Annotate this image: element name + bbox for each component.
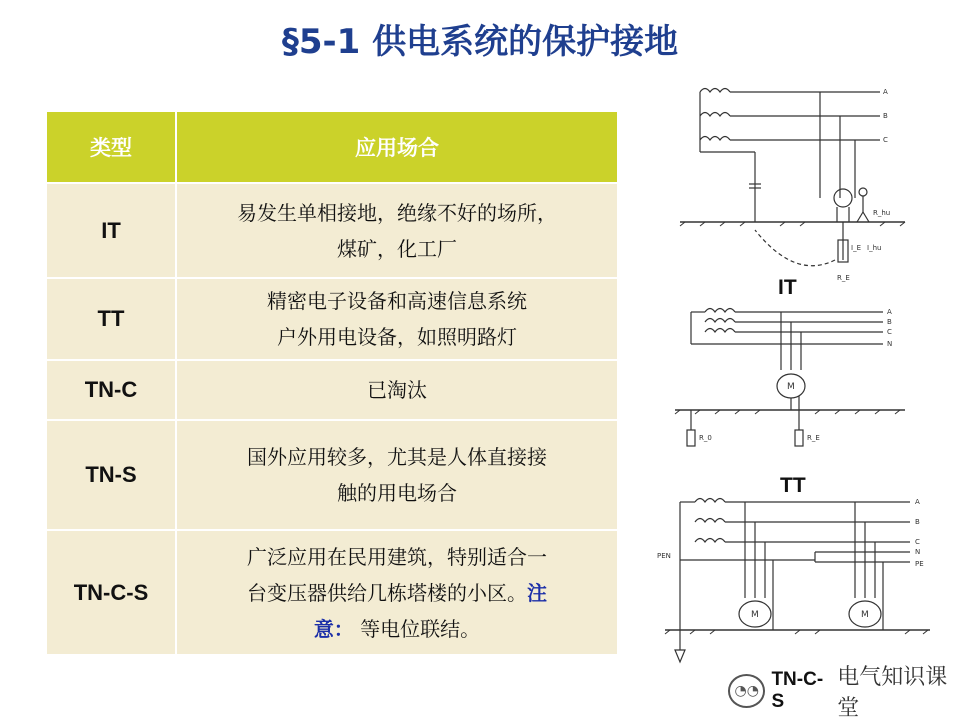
tncs-diagram [655, 490, 940, 675]
resistance-label: R_0 [699, 434, 712, 442]
table-row [47, 360, 617, 420]
phase-label: PE [915, 560, 924, 568]
phase-label: B [887, 318, 892, 326]
resistance-label: R_hu [873, 209, 891, 217]
wechat-icon: ◔◔ [728, 674, 765, 708]
header-application: 应用场合 [176, 112, 617, 183]
row-application [176, 530, 617, 655]
row-type: TN-C-S [47, 530, 176, 655]
table-header-row [47, 112, 617, 183]
table-row [47, 420, 617, 530]
phase-label: N [887, 340, 893, 348]
watermark-text: 电气知识课堂 [837, 665, 948, 721]
application-line: 国外应用较多，尤其是人体直接接 [247, 445, 547, 469]
application-line: 已淘汰 [367, 378, 427, 402]
application-line [187, 611, 607, 647]
table-row [47, 530, 617, 655]
tncs-caption: TN-C-S [771, 669, 824, 712]
application-line: 易发生单相接地，绝缘不好的场所， [237, 200, 557, 225]
current-label: I_E [851, 244, 861, 252]
note-label: 注 [527, 580, 547, 605]
page-title: §5-1 供电系统的保护接地 [281, 22, 679, 62]
watermark [728, 660, 960, 722]
motor-label: M [751, 610, 759, 620]
phase-label: C [883, 136, 888, 144]
motor-label: M [861, 610, 869, 620]
pen-label: PEN [657, 552, 671, 560]
current-label: I_hu [867, 244, 882, 252]
resistance-label: R_E [837, 274, 850, 282]
row-application [176, 278, 617, 360]
application-line: 户外用电设备，如照明路灯 [277, 325, 517, 349]
application-line: 精密电子设备和高速信息系统 [267, 289, 527, 313]
application-line: 煤矿，化工厂 [337, 236, 457, 261]
phase-label: N [915, 548, 921, 556]
row-application [176, 183, 617, 278]
phase-label: A [887, 308, 892, 316]
it-diagram [655, 80, 915, 290]
note-label: 意： [313, 616, 354, 641]
tt-diagram [655, 300, 915, 460]
row-type: IT [47, 183, 176, 278]
phase-label: A [915, 498, 920, 506]
table-row [47, 278, 617, 360]
row-application [176, 420, 617, 530]
row-type: TN-S [47, 420, 176, 530]
tt-caption: TT [780, 474, 806, 497]
note-text: 等电位联结。 [360, 616, 481, 641]
resistance-label: R_E [807, 434, 820, 442]
application-line [187, 575, 607, 611]
it-caption: IT [778, 276, 797, 299]
phase-label: A [883, 88, 888, 96]
application-line: 广泛应用在民用建筑，特别适合一 [247, 544, 547, 569]
table-row [47, 183, 617, 278]
phase-label: C [915, 538, 920, 546]
application-line: 触的用电场合 [337, 481, 457, 505]
row-application [176, 360, 617, 420]
header-type: 类型 [47, 112, 176, 183]
application-text: 台变压器供给几栋塔楼的小区。 [247, 580, 527, 605]
phase-label: B [915, 518, 920, 526]
phase-label: B [883, 112, 888, 120]
grounding-type-table [47, 112, 617, 656]
motor-label: M [787, 382, 795, 392]
row-type: TN-C [47, 360, 176, 420]
row-type: TT [47, 278, 176, 360]
phase-label: C [887, 328, 892, 336]
